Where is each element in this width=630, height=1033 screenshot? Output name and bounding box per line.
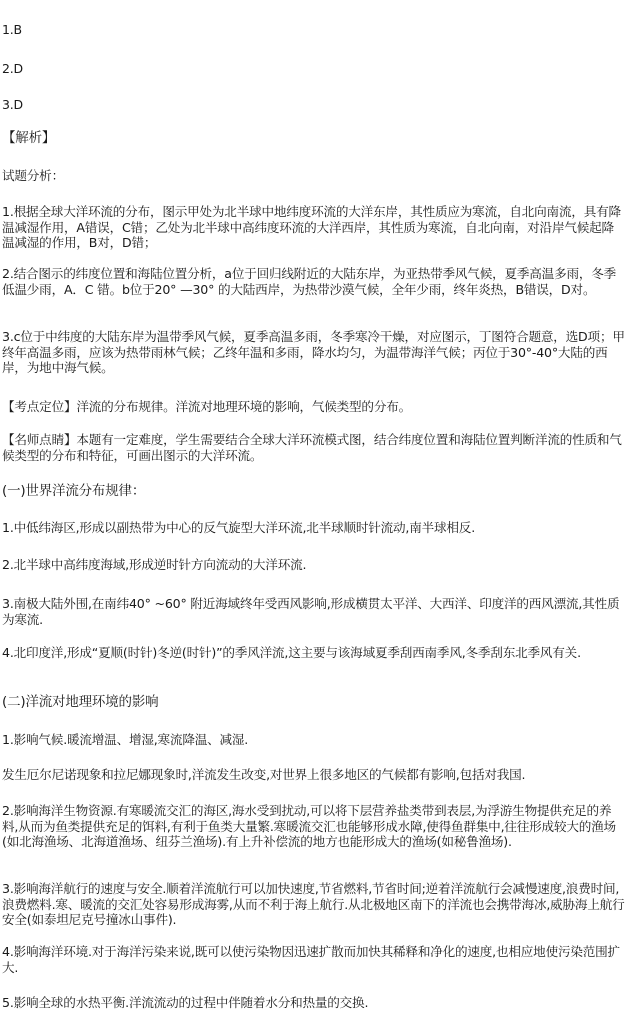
section2-title: (二)洋流对地理环境的影响 [2, 694, 159, 710]
kaodian-label: 【考点定位】 [2, 399, 77, 414]
answer-2: 2.D [2, 61, 23, 76]
section2-item-6: 5.影响全球的水热平衡.洋流流动的过程中伴随着水分和热量的交换. [2, 995, 369, 1010]
analysis-heading: 【解析】 [2, 130, 56, 146]
answer-3: 3.D [2, 97, 23, 112]
section2-item-5: 4.影响海洋环境.对于海洋污染来说,既可以使污染物因迅速扩散而加快其稀释和净化的速度,也相应地使污染范围扩大. [2, 944, 620, 975]
mingshi-text: 本题有一定难度，学生需要结合全球大洋环流模式图，结合纬度位置和海陆位置判断洋流的性质和气候类型的分布和特征，可画出图示的大洋环流。 [2, 432, 622, 463]
section2-item-2: 发生厄尔尼诺现象和拉尼娜现象时,洋流发生改变,对世界上很多地区的气候都有影响,包括对我国. [2, 767, 526, 782]
analysis-item-2: 2.结合图示的纬度位置和海陆位置分析，a位于回归线附近的大陆东岸，为亚热带季风气候，夏季高温多雨，冬季低温少雨，A．C 错。b位于20° —30° 的大陆西岸，为热带沙漠气候，全年少雨，终年炎热，B错误，D对。 [2, 266, 617, 297]
section1-title: (一)世界洋流分布规律： [2, 483, 146, 499]
section2-item-4: 3.影响海洋航行的速度与安全.顺着洋流航行可以加快速度,节省燃料,节省时间;逆着洋流航行会减慢速度,浪费时间,浪费燃料.寒、暖流的交汇处容易形成海雾,从而不利于海上航行.从北极地区南下的洋流也会携带海冰,威胁海上航行安全(如泰坦尼克号撞冰山事件). [2, 881, 625, 927]
section1-item-2: 2.北半球中高纬度海域,形成逆时针方向流动的大洋环流. [2, 557, 307, 572]
section1-item-4: 4.北印度洋,形成“夏顺(时针)冬逆(时针)”的季风洋流,这主要与该海域夏季刮西南季风,冬季刮东北季风有关. [2, 645, 581, 660]
section2-item-3: 2.影响海洋生物资源.有寒暖流交汇的海区,海水受到扰动,可以将下层营养盐类带到表层,为浮游生物提供充足的养料,从而为鱼类提供充足的饵料,有利于鱼类大量繁.寒暖流交汇也能够形成水障,使得鱼群集中,往往形成较大的渔场(如北海渔场、北海道渔场、纽芬兰渔场).有上升补偿流的地方也能形成大的渔场(如秘鲁渔场). [2, 803, 616, 849]
section1-item-3: 3.南极大陆外围,在南纬40° ~60° 附近海域终年受西风影响,形成横贯太平洋、大西洋、印度洋的西风漂流,其性质为寒流. [2, 596, 620, 627]
kaodian-text: 洋流的分布规律。洋流对地理环境的影响，气候类型的分布。 [76, 399, 412, 414]
section1-item-1: 1.中低纬海区,形成以副热带为中心的反气旋型大洋环流,北半球顺时针流动,南半球相反. [2, 520, 476, 535]
answer-1: 1.B [2, 22, 22, 37]
analysis-item-3: 3.c位于中纬度的大陆东岸为温带季风气候，夏季高温多雨，冬季寒冷干燥，对应图示，丁图符合题意，选D项；甲终年高温多雨，应该为热带雨林气候；乙终年温和多雨，降水均匀，为温带海洋气候；丙位于30°-40°大陆的西岸，为地中海气候。 [2, 329, 625, 375]
section2-item-1: 1.影响气候.暖流增温、增湿,寒流降温、减湿. [2, 732, 249, 747]
mingshi-block [2, 432, 626, 463]
analysis-item-1: 1.根据全球大洋环流的分布，图示甲处为北半球中地纬度环流的大洋东岸，其性质应为寒流，自北向南流，具有降温减湿作用，A错误，C错；乙处为北半球中高纬度环流的大洋西岸，其性质为寒流，自北向南，对沿岸气候起降温减湿的作用，B对，D错； [2, 204, 621, 250]
kaodian-block [2, 399, 626, 415]
mingshi-label: 【名师点睛】 [2, 432, 77, 447]
analysis-intro: 试题分析： [2, 168, 64, 183]
